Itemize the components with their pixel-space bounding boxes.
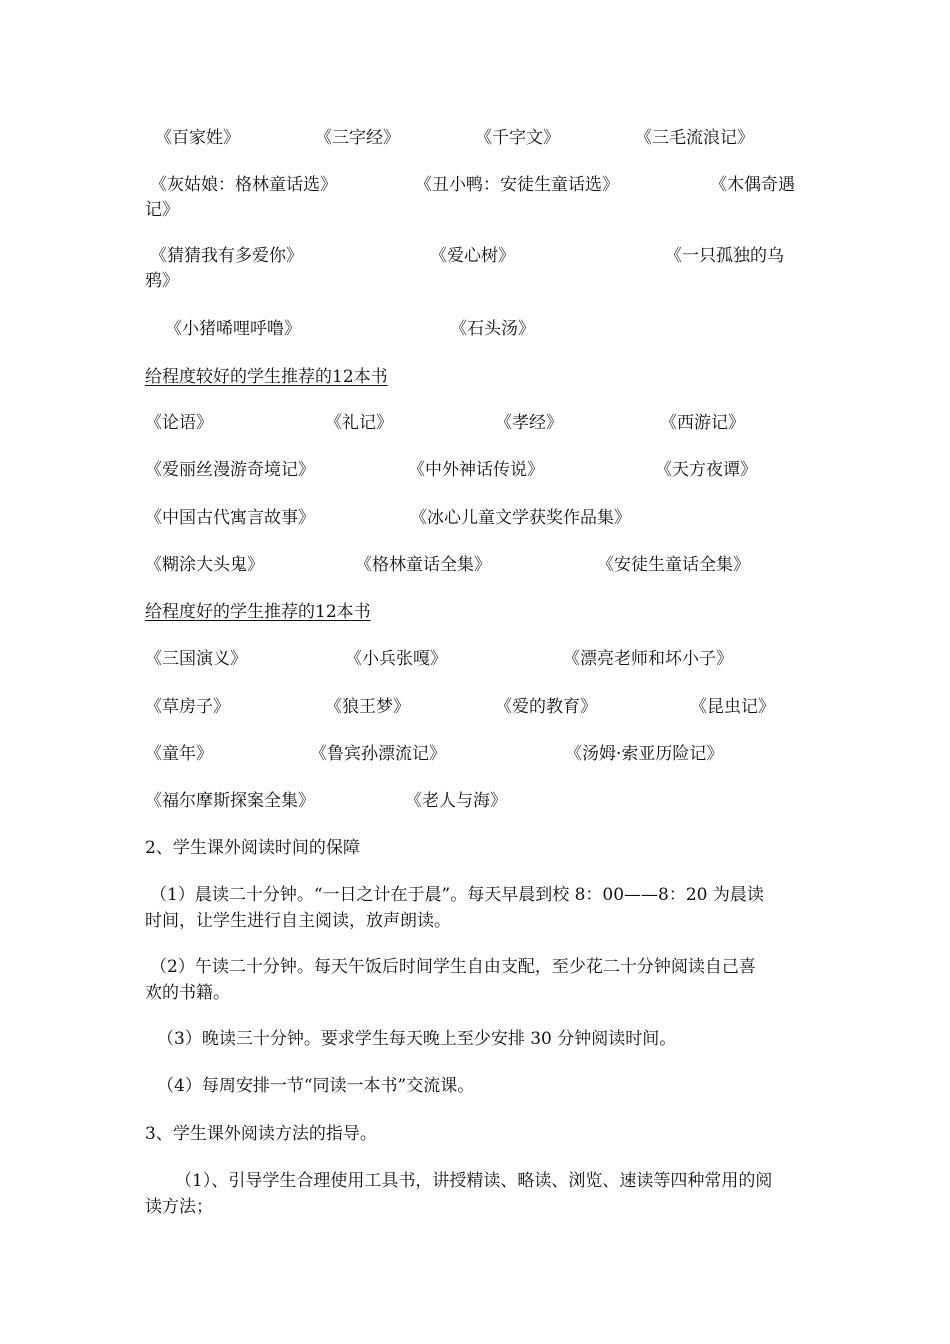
paragraph-morning-reading (145, 882, 810, 934)
book-title: 《汤姆·索亚历险记》 (565, 744, 724, 764)
paragraph-line: （1）、引导学生合理使用工具书，讲授精读、略读、浏览、速读等四种常用的阅 (175, 1171, 773, 1191)
book-title: 《西游记》 (660, 413, 745, 433)
book-title: 《三国演义》 (145, 649, 247, 669)
section-heading: 给程度较好的学生推荐的12本书 (145, 367, 388, 387)
book-title: 《漂亮老师和坏小子》 (563, 649, 733, 669)
paragraph-line: （2）午读二十分钟。每天午饭后时间学生自由支配，至少花二十分钟阅读自己喜 (150, 957, 756, 977)
section-title: 3、学生课外阅读方法的指导。 (145, 1124, 377, 1144)
book-title-continuation: 记》 (145, 200, 179, 220)
book-title: 《安徒生童话全集》 (597, 555, 750, 575)
book-title: 《小猪唏哩呼噜》 (165, 319, 301, 339)
book-title: 《昆虫记》 (690, 697, 775, 717)
book-title: 《童年》 (145, 744, 213, 764)
book-title: 《老人与海》 (405, 791, 507, 811)
book-title: 《小兵张嘎》 (345, 649, 447, 669)
book-title: 《狼王梦》 (325, 697, 410, 717)
paragraph-line: （4）每周安排一节“同读一本书”交流课。 (157, 1076, 475, 1096)
book-title: 《丑小鸭：安徒生童话选》 (415, 175, 619, 195)
book-title: 《中国古代寓言故事》 (145, 508, 315, 528)
book-title: 《鲁宾孙漂流记》 (310, 744, 446, 764)
paragraph-line: （3）晚读三十分钟。要求学生每天晚上至少安排 30 分钟阅读时间。 (157, 1029, 677, 1049)
book-title: 《木偶奇遇 (710, 175, 795, 195)
paragraph-line: 读方法； (145, 1197, 213, 1217)
paragraph-line: （1）晨读二十分钟。“一日之计在于晨”。每天早晨到校 8：00——8：20 为晨读 (150, 885, 764, 905)
book-title: 《福尔摩斯探案全集》 (145, 791, 315, 811)
book-title: 《一只孤独的乌 (665, 246, 784, 266)
paragraph-line: 时间，让学生进行自主阅读，放声朗读。 (145, 911, 451, 931)
paragraph-line: 欢的书籍。 (145, 983, 230, 1003)
book-title: 《天方夜谭》 (655, 460, 757, 480)
book-title: 《百家姓》 (155, 128, 240, 148)
book-title: 《猜猜我有多爱你》 (150, 246, 303, 266)
book-title: 《三字经》 (315, 128, 400, 148)
book-title-continuation: 鸦》 (145, 271, 179, 291)
book-title: 《冰心儿童文学获奖作品集》 (410, 508, 631, 528)
paragraph-noon-reading (145, 954, 810, 1006)
book-title: 《糊涂大头鬼》 (145, 555, 264, 575)
book-title: 《草房子》 (145, 697, 230, 717)
book-title: 《孝经》 (495, 413, 563, 433)
book-title: 《中外神话传说》 (408, 460, 544, 480)
paragraph-reading-methods (145, 1168, 810, 1220)
section-heading: 给程度好的学生推荐的12本书 (145, 602, 371, 622)
section-title: 2、学生课外阅读时间的保障 (145, 838, 360, 858)
book-title: 《论语》 (145, 413, 213, 433)
book-title: 《灰姑娘：格林童话选》 (150, 175, 337, 195)
book-title: 《石头汤》 (450, 319, 535, 339)
book-title: 《千字文》 (475, 128, 560, 148)
book-title: 《礼记》 (325, 413, 393, 433)
book-title: 《爱丽丝漫游奇境记》 (145, 460, 315, 480)
book-title: 《爱的教育》 (495, 697, 597, 717)
book-title: 《三毛流浪记》 (635, 128, 754, 148)
book-title: 《格林童话全集》 (355, 555, 491, 575)
book-title: 《爱心树》 (430, 246, 515, 266)
